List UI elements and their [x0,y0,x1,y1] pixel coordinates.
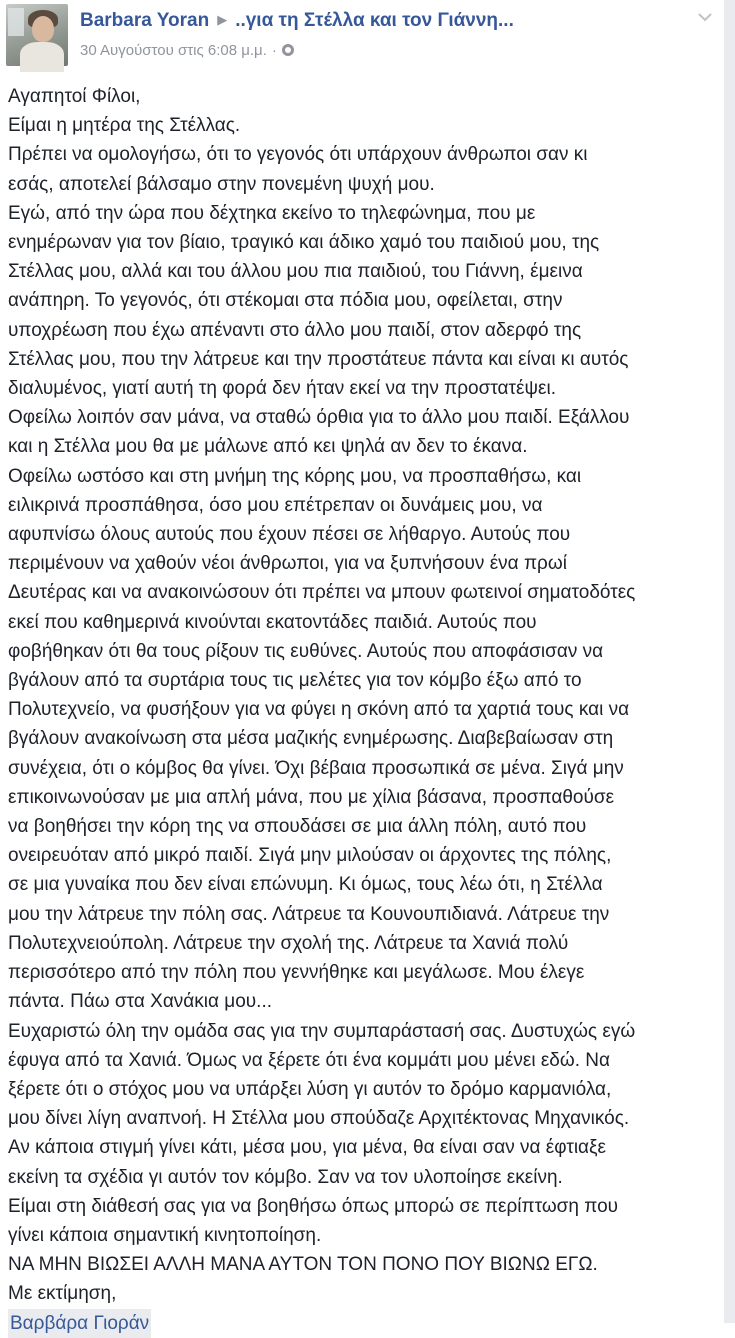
post-line: σε μια γυναίκα που δεν είναι επώνυμη. Κι όμως, τους λέω ότι, η Στέλλα [8,874,603,896]
post-line: επικοινωνούσαν με μια απλή μάνα, που με χίλια βάσανα, προσπαθούσε [8,786,615,808]
post-line: πάντα. Πάω στα Χανάκια μου... [8,991,273,1013]
post-line: ΝΑ ΜΗΝ ΒΙΩΣΕΙ ΑΛΛΗ ΜΑΝΑ ΑΥΤΟΝ ΤΟΝ ΠΟΝΟ ΠΟΥ ΒΙΩΝΩ ΕΓΩ. [8,1254,598,1276]
post-line: Στέλλας μου, αλλά και του άλλου μου πια παιδιού, του Γιάννη, έμεινα [8,261,583,283]
post-line: μου την λάτρευε την πόλη σας. Λάτρευε τα Κουνουπιδιανά. Λάτρευε την [8,903,610,925]
post-line: Δευτέρας και να ανακοινώσουν ότι πρέπει να μπουν φωτεινοί σηματοδότες [8,582,636,604]
post-line: περιμένουν να χαθούν νέοι άνθρωποι, για να ξυπνήσουν ένα πρωί [8,553,567,575]
post-line: Είμαι η μητέρα της Στέλλας. [8,115,241,137]
separator-dot: · [271,42,277,59]
timestamp[interactable]: 30 Αυγούστου στις 6:08 μ.μ. [80,42,267,59]
post-meta [80,42,294,59]
post-line: Με εκτίμηση, [8,1283,117,1305]
signature-line [8,1309,720,1338]
post-line: εσάς, αποτελεί βάλσαμο στην πονεμένη ψυχή μου. [8,173,435,195]
post-text [8,82,720,1338]
post-line: περισσότερο από την πόλη που γεννήθηκε και μεγάλωσε. Μου έλεγε [8,962,585,984]
author-name[interactable]: Barbara Yoran [80,10,210,31]
post-line: έφυγα από τα Χανιά. Όμως να ξέρετε ότι ένα κομμάτι μου μένει εδώ. Να [8,1049,610,1071]
post-line: εκεί που καθημερινά κινούνται εκατοντάδες παιδιά. Αυτούς που [8,611,537,633]
post-line: διαλυμένος, γιατί αυτή τη φορά δεν ήταν εκεί να την προστατέψει. [8,378,557,400]
post-line: ονειρευόταν από μικρό παιδί. Σιγά μην μιλούσαν οι άρχοντες της πόλης, [8,845,612,867]
post-line: Είμαι στη διάθεσή σας για να βοηθήσω όπως μπορώ σε περίπτωση που [8,1195,619,1217]
post-line: γίνει κάποια σημαντική κινητοποίηση. [8,1224,322,1246]
post-line: ειλικρινά προσπάθησα, όσο μου επέτρεπαν οι δυνάμεις μου, να [8,494,543,516]
post-line: Οφείλω ωστόσο και στη μνήμη της κόρης μου, να προσπαθήσω, και [8,465,582,487]
post-line: και η Στέλλα μου θα με μάλωνε από κει ψηλά αν δεν το έκανα. [8,436,528,458]
post-line: Ευχαριστώ όλη την ομάδα σας για την συμπαράστασή σας. Δυστυχώς εγώ [8,1020,636,1042]
post-line: ενημέρωναν για τον βίαιο, τραγικό και άδικο χαμό του παιδιού μου, της [8,232,600,254]
post-line: Αγαπητοί Φίλοι, [8,86,141,107]
post-line: Οφείλω λοιπόν σαν μάνα, να σταθώ όρθια για το άλλο μου παιδί. Εξάλλου [8,407,630,429]
post-line: συνέχεια, ότι ο κόμβος θα γίνει. Όχι βέβαια προσωπικά σε μένα. Σιγά μην [8,757,624,779]
avatar[interactable] [6,4,68,66]
post-line: βγάλουν ανακοίνωση στα μέσα μαζικής ενημέρωσης. Διαβεβαίωσαν στη [8,728,614,750]
post-line: Στέλλας μου, που την λάτρευε και την προστάτευε πάντα και είναι κι αυτός [8,348,629,370]
post-line: βγάλουν από τα συρτάρια τους τις μελέτες για τον κόμβο έξω από το [8,670,582,692]
post-line: Πρέπει να ομολογήσω, ότι το γεγονός ότι υπάρχουν άνθρωποι σαν κι [8,144,588,166]
post-line: εκείνη τα σχέδια γι αυτόν τον κόμβο. Σαν να τον υλοποίησε εκείνη. [8,1166,563,1188]
post-line: υποχρέωση που έχω απέναντι στο άλλο μου παιδί, στον αδερφό της [8,319,582,341]
post-line: ξέρετε ότι ο στόχος μου να υπάρξει λύση γι αυτόν το δρόμο καρμανιόλα, [8,1078,612,1100]
post-line: να βοηθήσει την κόρη της να σπουδάσει σε μια άλλη πόλη, αυτό που [8,816,587,838]
post-line: φοβήθηκαν ότι θα τους ρίξουν τις ευθύνες. Αυτούς που αποφάσισαν να [8,640,604,662]
arrow-right-icon: ▶ [217,12,228,27]
post-line: Πολυτεχνείο, να φυσήξουν για να φύγει η σκόνη από τα χαρτιά τους και να [8,699,630,721]
post-line: αφυπνίσω όλους αυτούς που έχουν πέσει σε λήθαργο. Αυτούς που [8,524,571,546]
avatar-face [32,16,54,42]
post-title [80,10,514,32]
post-line: Πολυτεχνειούπολη. Λάτρευε την σχολή της. Λάτρευε τα Χανιά πολύ [8,932,569,954]
post-line: ανάπηρη. Το γεγονός, ότι στέκομαι στα πόδια μου, οφείλεται, στην [8,290,563,312]
avatar-body [20,42,64,72]
signature[interactable]: Βαρβάρα Γιοράν [8,1309,151,1338]
globe-icon[interactable] [282,44,294,56]
post-line: Αν κάποια στιγμή γίνει κάτι, μέσα μου, για μένα, θα είναι σαν να έφτιαξε [8,1137,607,1159]
avatar-background [8,8,24,36]
post-line: μου δίνει λίγη αναπνοή. Η Στέλλα μου σπούδαζε Αρχιτέκτονας Μηχανικός. [8,1108,630,1130]
page-background-edge [724,0,735,1323]
target-name[interactable]: ..για τη Στέλλα και τον Γιάννη... [235,10,514,31]
post-line: Εγώ, από την ώρα που δέχτηκα εκείνο το τηλεφώνημα, που με [8,202,536,224]
chevron-down-icon[interactable] [696,8,714,26]
post-header [6,4,718,66]
